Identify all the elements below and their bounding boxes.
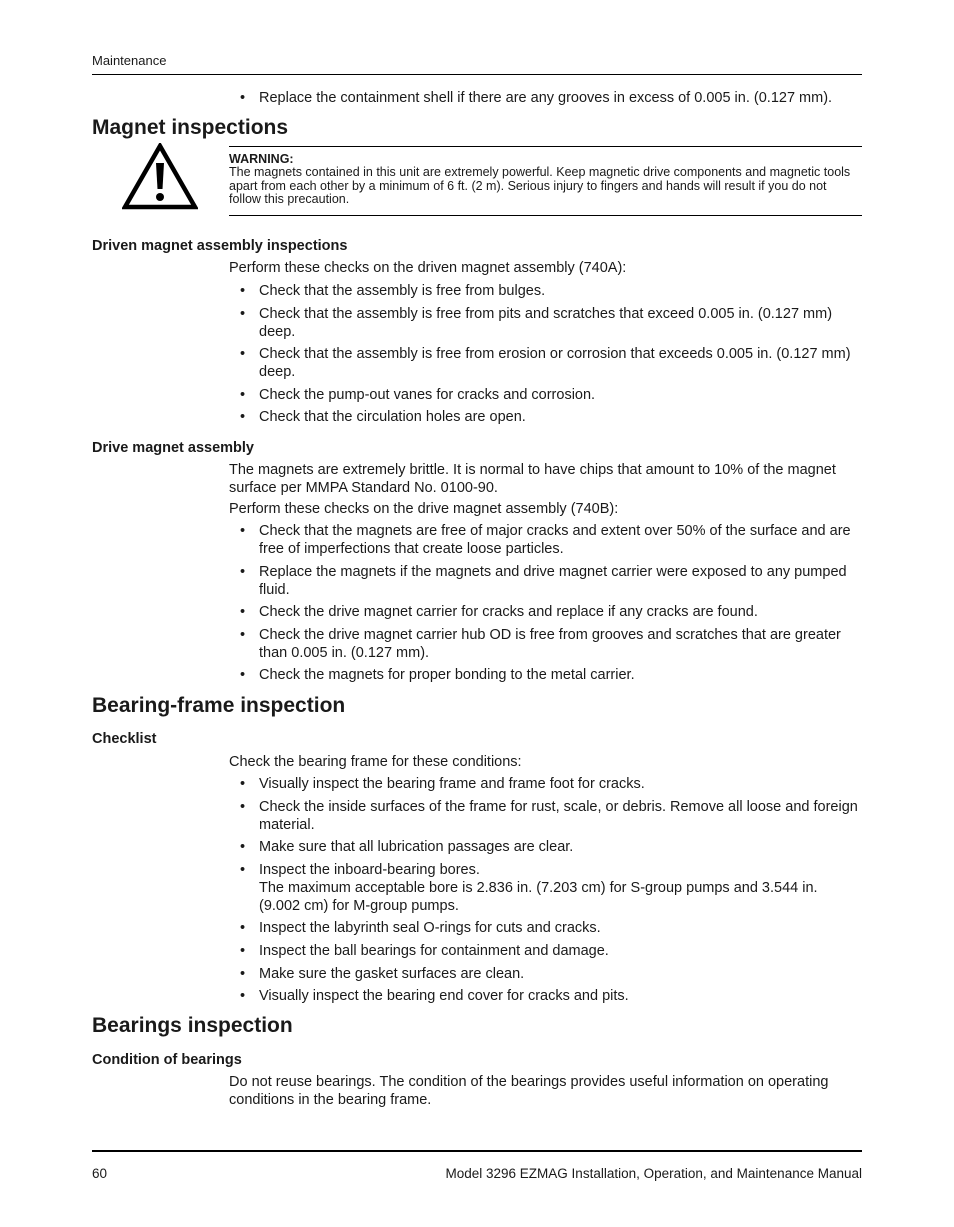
warning-triangle-icon bbox=[122, 143, 198, 210]
subheading-driven-magnet: Driven magnet assembly inspections bbox=[92, 238, 348, 254]
bearing-frame-checklist bbox=[229, 775, 862, 1010]
bearing-frame-intro: Check the bearing frame for these conditions: bbox=[229, 754, 522, 770]
warning-title: WARNING: bbox=[229, 152, 294, 166]
driven-checklist bbox=[229, 282, 862, 431]
subheading-drive-magnet: Drive magnet assembly bbox=[92, 440, 254, 456]
list-item: • Check the inside surfaces of the frame for rust, scale, or debris. Remove all loose and foreign material. bbox=[229, 798, 862, 834]
list-item: • Check that the assembly is free from pits and scratches that exceed 0.005 in. (0.127 mm) deep. bbox=[229, 305, 862, 341]
drive-para-1: The magnets are extremely brittle. It is normal to have chips that amount to 10% of the magnet surface per MMPA Standard No. 0100-90. bbox=[229, 462, 836, 496]
list-item: • Make sure that all lubrication passages are clear. bbox=[229, 838, 862, 856]
section-title-bearing-frame: Bearing-frame inspection bbox=[92, 694, 346, 717]
list-item: • Check that the magnets are free of major cracks and extent over 50% of the surface and are free of imperfections that create loose particles. bbox=[229, 522, 862, 558]
list-item: • Inspect the ball bearings for containment and damage. bbox=[229, 942, 862, 960]
subheading-checklist: Checklist bbox=[92, 731, 157, 747]
bore-note: The maximum acceptable bore is 2.836 in. (7.203 cm) for S-group pumps and 3.544 in. (9.002 cm) for M-group pumps. bbox=[259, 879, 818, 914]
intro-list bbox=[229, 89, 862, 112]
list-item: • Check that the assembly is free from erosion or corrosion that exceeds 0.005 in. (0.127 mm) deep. bbox=[229, 345, 862, 381]
list-item-text: Inspect the inboard-bearing bores. bbox=[259, 861, 480, 878]
list-item bbox=[229, 861, 862, 915]
warning-box bbox=[229, 146, 862, 216]
drive-para-2: Perform these checks on the drive magnet assembly (740B): bbox=[229, 501, 619, 517]
footer-rule bbox=[92, 1150, 862, 1152]
list-item: • Check that the assembly is free from bulges. bbox=[229, 282, 862, 300]
section-title-magnet-inspections: Magnet inspections bbox=[92, 116, 289, 139]
driven-intro: Perform these checks on the driven magnet assembly (740A): bbox=[229, 260, 627, 276]
header-rule bbox=[92, 74, 862, 75]
list-item: • Check the drive magnet carrier hub OD is free from grooves and scratches that are greater than 0.005 in. (0.127 mm). bbox=[229, 626, 862, 662]
list-item: • Make sure the gasket surfaces are clean. bbox=[229, 965, 862, 983]
warning-text: The magnets contained in this unit are extremely powerful. Keep magnetic drive components and magnetic tools apart from each other by a minimum of 6 ft. (2 m). Serious injury to fingers and hands will result if you do not follow this precaution. bbox=[229, 165, 851, 207]
manual-title: Model 3296 EZMAG Installation, Operation, and Maintenance Manual bbox=[445, 1166, 862, 1181]
section-title-bearings: Bearings inspection bbox=[92, 1014, 293, 1037]
list-item: • Visually inspect the bearing frame and frame foot for cracks. bbox=[229, 775, 862, 793]
list-item: • Check the drive magnet carrier for cracks and replace if any cracks are found. bbox=[229, 603, 862, 621]
list-item: • Visually inspect the bearing end cover for cracks and pits. bbox=[229, 987, 862, 1005]
list-item: • Check the magnets for proper bonding to the metal carrier. bbox=[229, 666, 862, 684]
list-item: • Inspect the labyrinth seal O-rings for cuts and cracks. bbox=[229, 919, 862, 937]
drive-checklist bbox=[229, 522, 862, 689]
page-number: 60 bbox=[92, 1166, 108, 1181]
bearings-text: Do not reuse bearings. The condition of the bearings provides useful information on operating conditions in the bearing frame. bbox=[229, 1074, 829, 1108]
subheading-condition-of-bearings: Condition of bearings bbox=[92, 1052, 242, 1068]
list-item: • Check the pump-out vanes for cracks and corrosion. bbox=[229, 386, 862, 404]
list-item: • Check that the circulation holes are open. bbox=[229, 408, 862, 426]
list-item: • Replace the containment shell if there are any grooves in excess of 0.005 in. (0.127 mm). bbox=[229, 89, 862, 107]
running-header: Maintenance bbox=[92, 53, 167, 68]
list-item: • Replace the magnets if the magnets and drive magnet carrier were exposed to any pumped fluid. bbox=[229, 563, 862, 599]
